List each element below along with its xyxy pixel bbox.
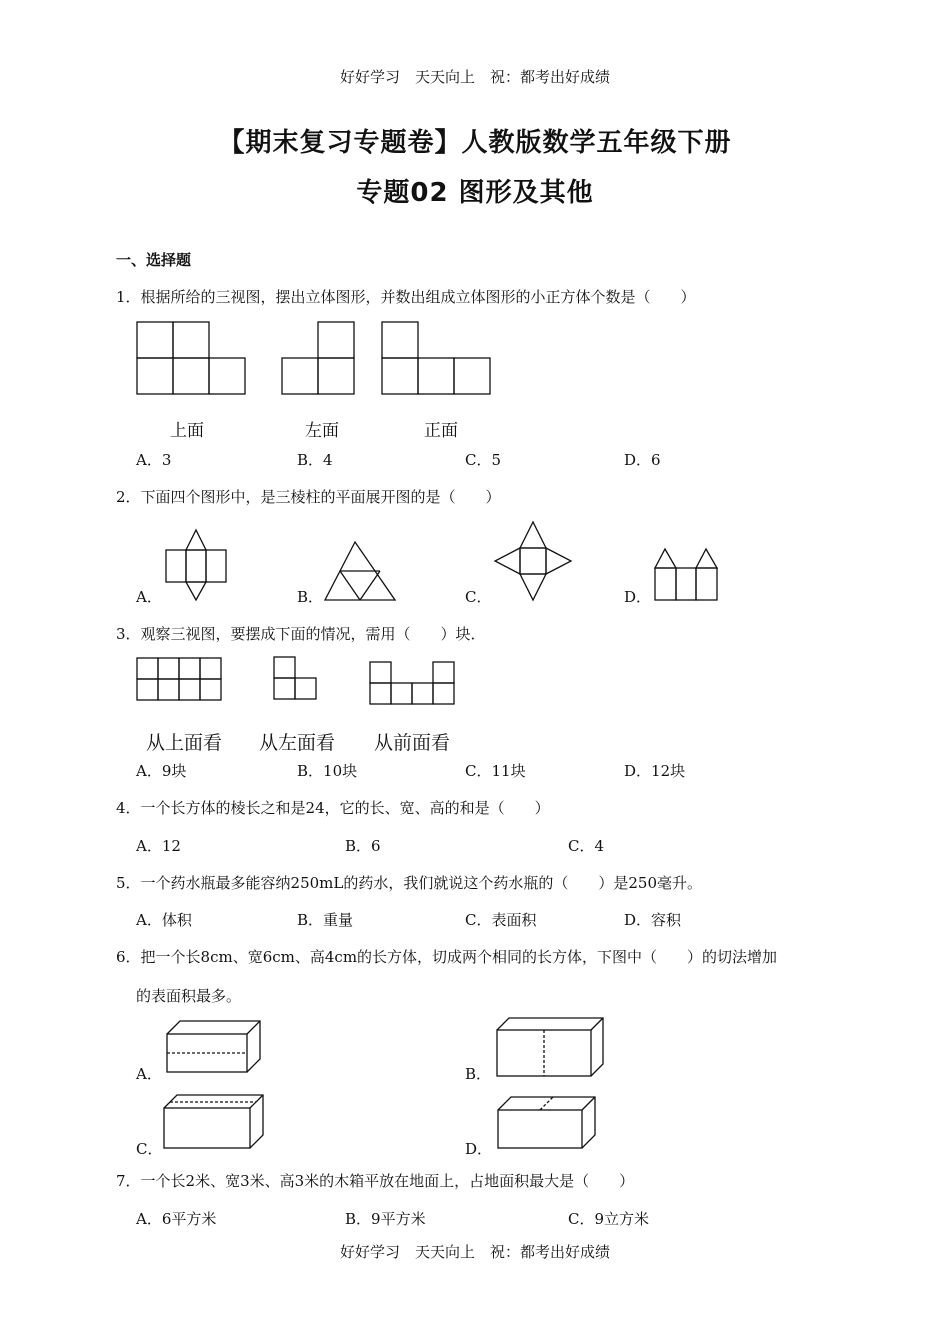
q3-label-top: 从上面看: [146, 732, 223, 754]
q1-label-front: 正面: [424, 421, 458, 441]
page-subtitle: 专题02 图形及其他: [356, 178, 594, 208]
q3-option-b[interactable]: B．10块: [297, 762, 358, 780]
section-heading: 一、选择题: [116, 251, 192, 269]
q5-option-c[interactable]: C．表面积: [465, 911, 537, 929]
q2-option-d[interactable]: D．: [624, 588, 652, 606]
q2-option-b[interactable]: B．: [297, 588, 324, 606]
q5-option-b[interactable]: B．重量: [297, 911, 354, 929]
question-6-stem-line1: 6．把一个长8cm、宽6cm、高4cm的长方体，切成两个相同的长方体，下图中（ ）的切法增加: [116, 948, 778, 966]
q3-option-a[interactable]: A．9块: [136, 762, 187, 780]
q4-option-a[interactable]: A．12: [136, 837, 181, 855]
q6-option-d[interactable]: D．: [465, 1140, 493, 1158]
q3-label-front: 从前面看: [374, 732, 451, 754]
q2-option-c[interactable]: C．: [465, 588, 492, 606]
question-1-stem: 1．根据所给的三视图，摆出立体图形，并数出组成立体图形的小正方体个数是（ ）: [116, 288, 696, 306]
q1-option-b[interactable]: B．4: [297, 451, 333, 469]
question-3-stem: 3．观察三视图，要摆成下面的情况，需用（ ）块．: [116, 625, 486, 643]
q5-option-d[interactable]: D．容积: [624, 911, 682, 929]
q1-label-left: 左面: [305, 421, 339, 441]
q1-option-a[interactable]: A．3: [136, 451, 172, 469]
q7-option-c[interactable]: C．9立方米: [568, 1210, 650, 1228]
q5-option-a[interactable]: A．体积: [136, 911, 192, 929]
q7-option-b[interactable]: B．9平方米: [345, 1210, 426, 1228]
question-7-stem: 7．一个长2米、宽3米、高3米的木箱平放在地面上，占地面积最大是（ ）: [116, 1172, 635, 1190]
q1-option-c[interactable]: C．5: [465, 451, 502, 469]
question-4-stem: 4．一个长方体的棱长之和是24，它的长、宽、高的和是（ ）: [116, 799, 550, 817]
q3-option-c[interactable]: C．11块: [465, 762, 526, 780]
q2-option-a[interactable]: A．: [136, 588, 162, 606]
page-title: 【期末复习专题卷】人教版数学五年级下册: [218, 128, 732, 158]
question-6-stem-line2: 的表面积最多。: [136, 987, 242, 1005]
q6-option-b[interactable]: B．: [465, 1065, 492, 1083]
q3-label-left: 从左面看: [259, 732, 336, 754]
q1-option-d[interactable]: D．6: [624, 451, 661, 469]
question-5-stem: 5．一个药水瓶最多能容纳250mL的药水，我们就说这个药水瓶的（ ）是250毫升。: [116, 874, 702, 892]
q4-option-c[interactable]: C．4: [568, 837, 605, 855]
page-header: 好好学习 天天向上 祝：都考出好成绩: [339, 68, 610, 86]
page-footer: 好好学习 天天向上 祝：都考出好成绩: [339, 1243, 610, 1261]
question-2-stem: 2．下面四个图形中，是三棱柱的平面展开图的是（ ）: [116, 488, 501, 506]
q6-option-c[interactable]: C．: [136, 1140, 163, 1158]
q3-option-d[interactable]: D．12块: [624, 762, 686, 780]
q1-label-top: 上面: [170, 421, 204, 441]
q4-option-b[interactable]: B．6: [345, 837, 381, 855]
q7-option-a[interactable]: A．6平方米: [136, 1210, 217, 1228]
q6-option-a[interactable]: A．: [136, 1065, 162, 1083]
